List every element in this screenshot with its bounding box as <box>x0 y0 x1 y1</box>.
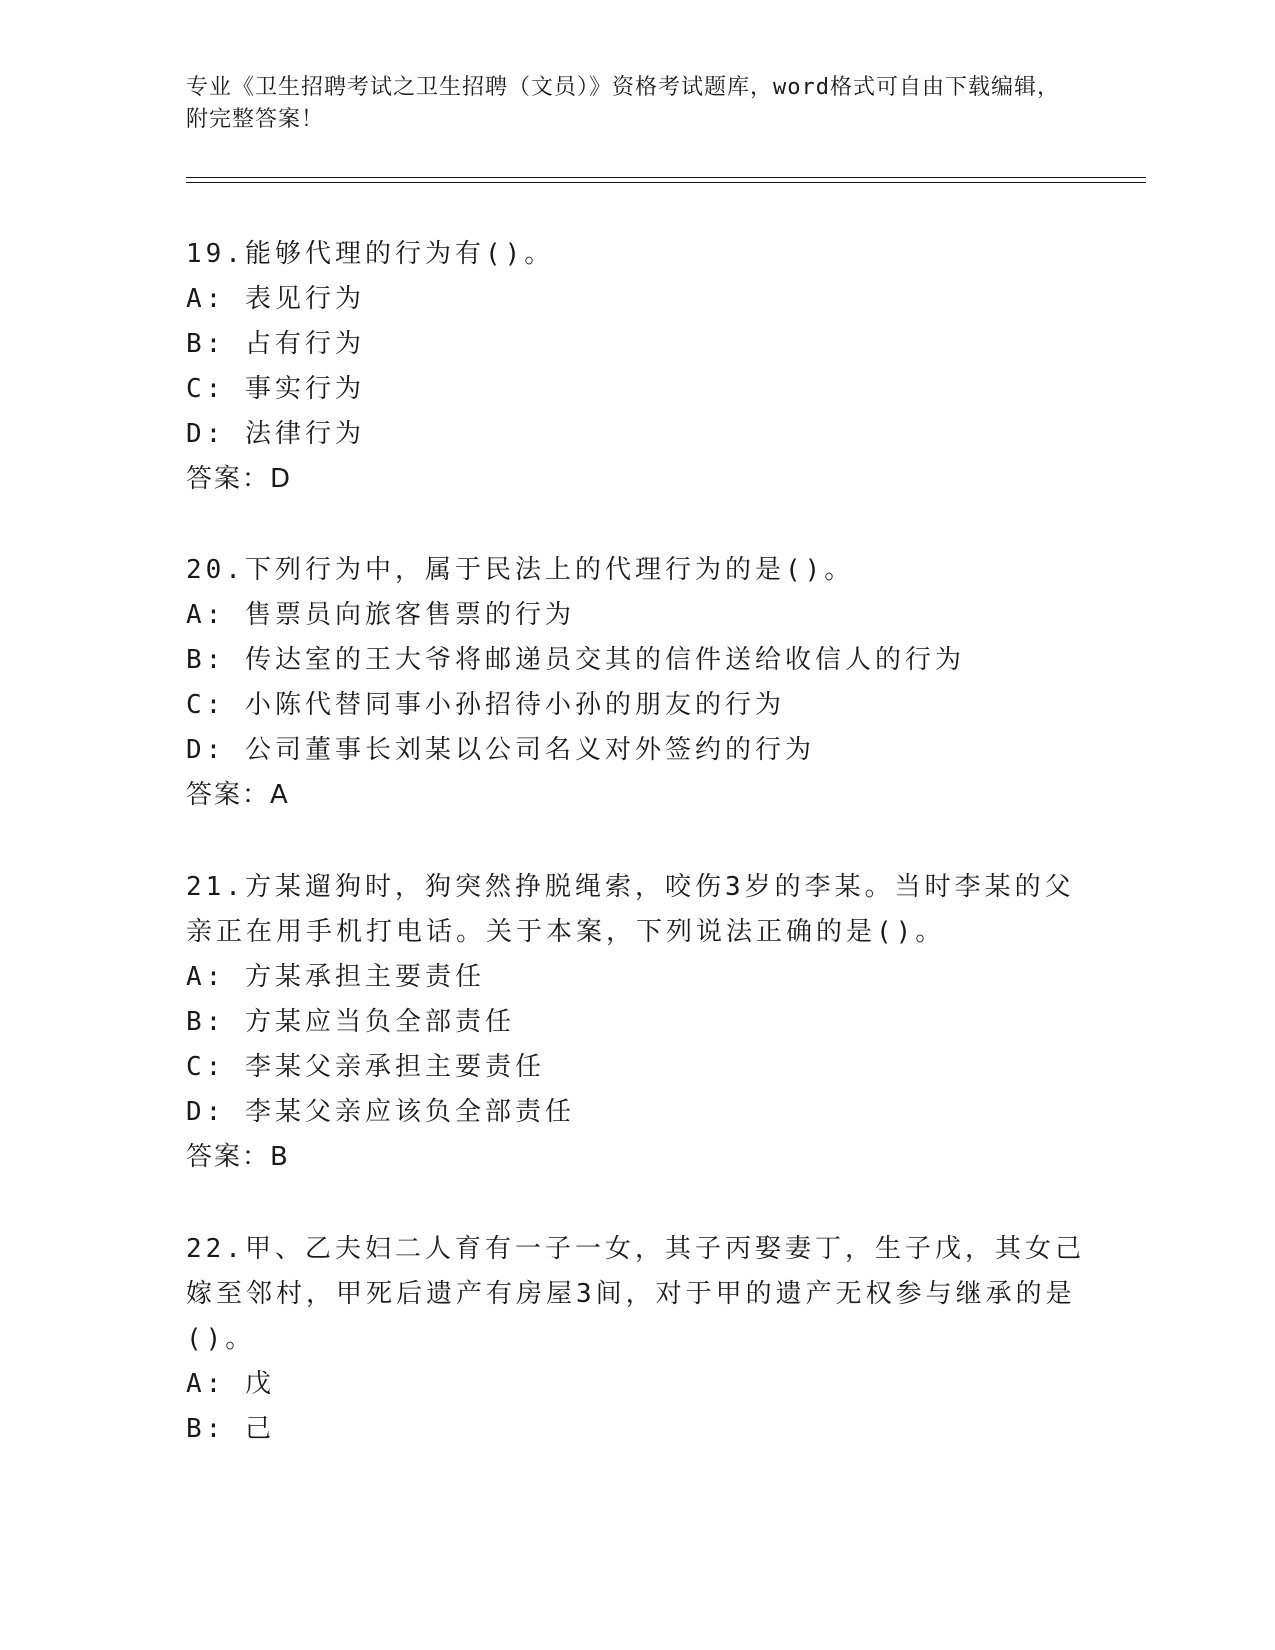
question-22 <box>186 1227 1086 1452</box>
option-b: B: 占有行为 <box>186 329 365 359</box>
answer: 答案：B <box>186 1142 290 1172</box>
question-stem: 21.方某遛狗时，狗突然挣脱绳索，咬伤3岁的李某。当时李某的父亲正在用手机打电话。关于本案，下列说法正确的是()。 <box>186 872 1075 947</box>
option-d: D: 公司董事长刘某以公司名义对外签约的行为 <box>186 735 815 765</box>
option-b: B: 己 <box>186 1414 275 1444</box>
question-20 <box>186 548 1086 818</box>
question-21 <box>186 865 1086 1180</box>
option-a: A: 售票员向旅客售票的行为 <box>186 600 575 630</box>
option-c: C: 事实行为 <box>186 374 365 404</box>
document-header: 专业《卫生招聘考试之卫生招聘（文员）》资格考试题库，word格式可自由下载编辑，附完整答案！ <box>186 75 1060 132</box>
answer: 答案：A <box>186 780 290 810</box>
answer: 答案：D <box>186 464 293 494</box>
header-divider-top <box>186 177 1146 178</box>
option-a: A: 戊 <box>186 1369 275 1399</box>
header-divider-bottom <box>186 182 1146 183</box>
question-19 <box>186 232 1086 502</box>
option-b: B: 传达室的王大爷将邮递员交其的信件送给收信人的行为 <box>186 645 965 675</box>
option-d: D: 李某父亲应该负全部责任 <box>186 1097 575 1127</box>
option-d: D: 法律行为 <box>186 419 365 449</box>
question-stem: 19.能够代理的行为有()。 <box>186 239 555 269</box>
question-stem: 20.下列行为中，属于民法上的代理行为的是()。 <box>186 555 855 585</box>
option-c: C: 小陈代替同事小孙招待小孙的朋友的行为 <box>186 690 785 720</box>
option-c: C: 李某父亲承担主要责任 <box>186 1052 545 1082</box>
option-a: A: 表见行为 <box>186 284 365 314</box>
option-b: B: 方某应当负全部责任 <box>186 1007 515 1037</box>
option-a: A: 方某承担主要责任 <box>186 962 485 992</box>
question-stem: 22.甲、乙夫妇二人育有一子一女，其子丙娶妻丁，生子戊，其女己嫁至邻村，甲死后遗产有房屋3间，对于甲的遗产无权参与继承的是()。 <box>186 1234 1085 1354</box>
